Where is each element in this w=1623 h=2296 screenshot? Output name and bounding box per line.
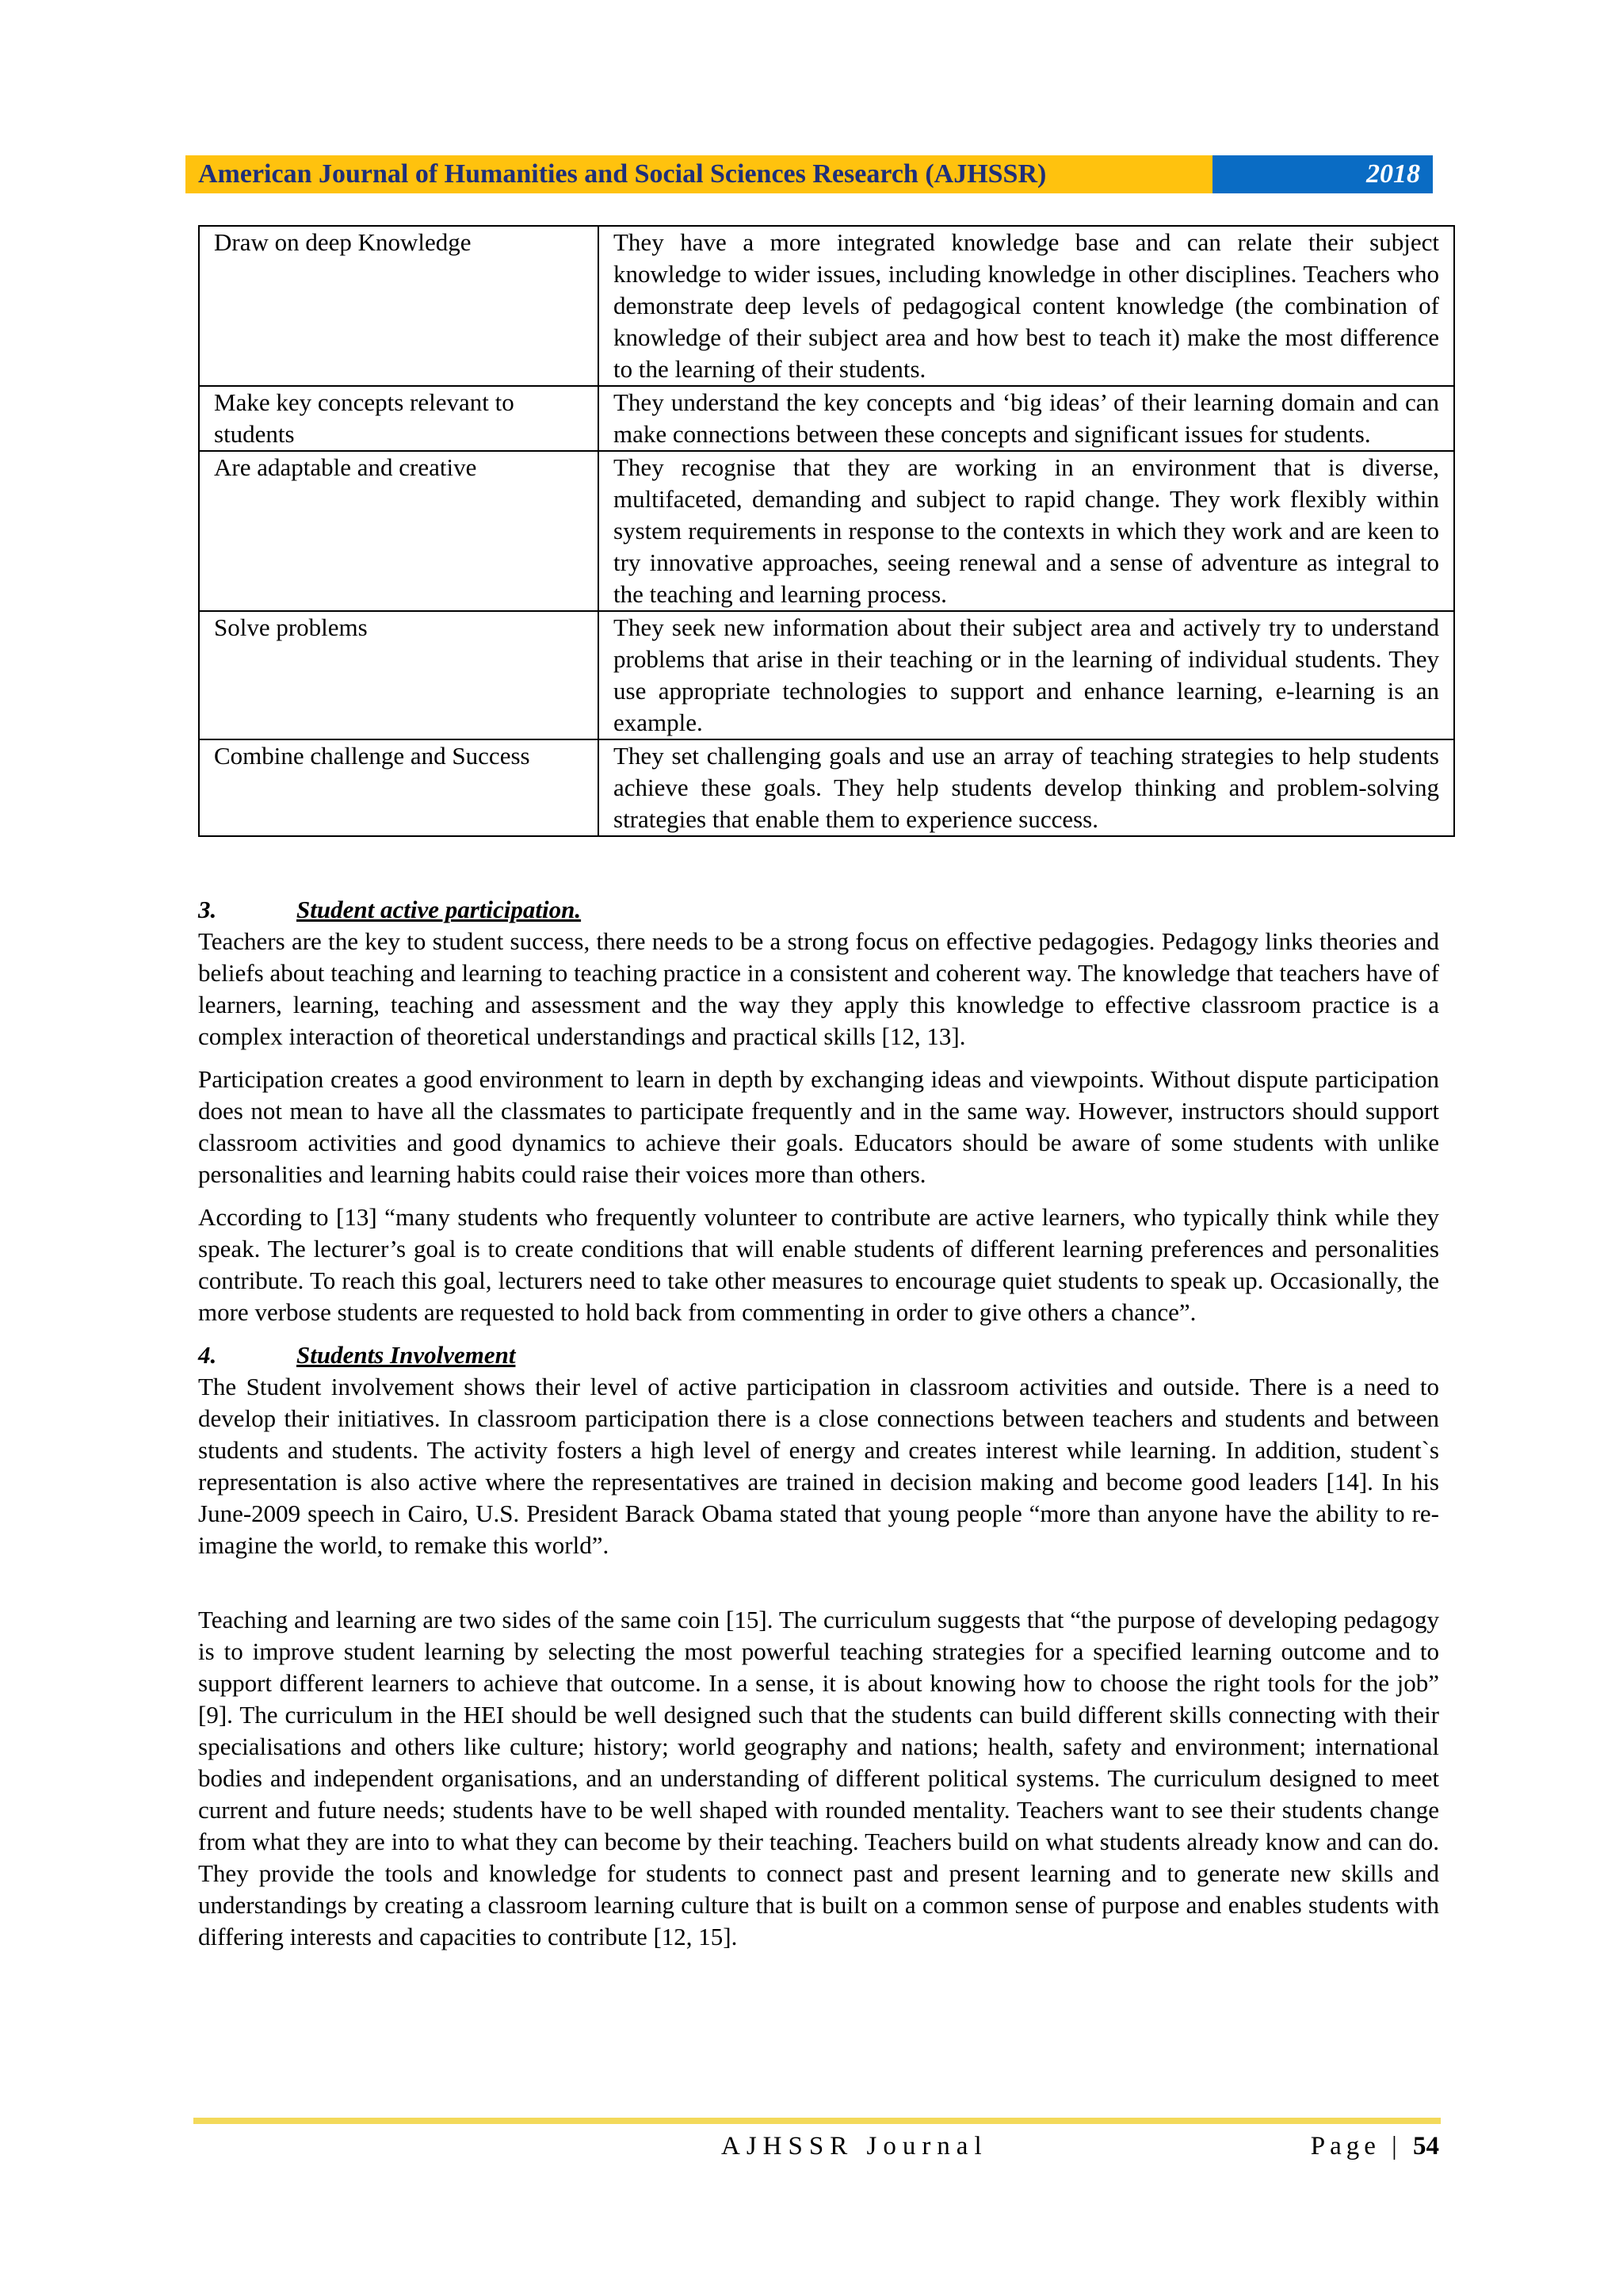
table-row: [199, 611, 1454, 739]
trait-cell: Are adaptable and creative: [199, 451, 598, 611]
page-number: [1311, 2129, 1439, 2164]
paragraph: The Student involvement shows their level of active participation in classroom activities and outside. There is a need to develop their initiatives. In classroom participation there is a close connections between teachers and students and between students and students. The activity fosters a high level of energy and creates interest while learning. In addition, student`s representation is also active where the representatives are trained in decision making and become good leaders [14]. In his June-2009 speech in Cairo, U.S. President Barack Obama stated that young people “more than anyone have the ability to re-imagine the world, to remake this world”.: [198, 1373, 1439, 1559]
article-body: [198, 894, 1439, 1964]
teacher-traits-table: [198, 225, 1455, 837]
section-title: Student active participation.: [296, 896, 582, 923]
footer-divider: [193, 2118, 1441, 2124]
paragraph: Teaching and learning are two sides of the same coin [15]. The curriculum suggests that “the purpose of developing pedagogy is to improve student learning by selecting the most powerful teaching strategies for a specified learning outcome and to support different learners to achieve that outcome. In a sense, it is about knowing how to choose the right tools for the job” [9]. The curriculum in the HEI should be well designed such that the students can build different skills connecting with their specialisations and others like culture; history; world geography and nations; health, safety and environment; international bodies and independent organisations, and an understanding of different political systems. The curriculum designed to meet current and future needs; students have to be well shaped with rounded mentality. Teachers want to see their students change from what they are into to what they can become by their teaching. Teachers build on what students already know and can do. They provide the tools and knowledge for students to connect past and present learning and to generate new skills and understandings by creating a classroom learning culture that is built on a common sense of purpose and enables students with differing interests and capacities to contribute [12, 15].: [198, 1606, 1439, 1950]
page-label: Page |: [1310, 2132, 1402, 2160]
table-row: [199, 226, 1454, 386]
paragraph: Participation creates a good environment to learn in depth by exchanging ideas and viewpoints. Without dispute participation does not mean to have all the classmates to participate frequently and in the same way. However, instructors should support classroom activities and good dynamics to achieve their goals. Educators should be aware of some students with unlike personalities and learning habits could raise their voices more than others.: [198, 1065, 1439, 1188]
page-number-value: 54: [1413, 2132, 1439, 2160]
trait-cell: Solve problems: [199, 611, 598, 739]
table-row: [199, 451, 1454, 611]
footer-journal-name: AJHSSR Journal: [721, 2132, 988, 2160]
paragraph-gap: [198, 1572, 1439, 1604]
description-cell: They recognise that they are working in an environment that is diverse, multifaceted, demanding and subject to rapid change. They work flexibly within system requirements in response to the contexts in which they work and are keen to try innovative approaches, seeing renewal and a sense of adventure as integral to the teaching and learning process.: [598, 451, 1454, 611]
description-cell: They seek new information about their subject area and actively try to understand problems that arise in their teaching or in the learning of individual students. They use appropriate technologies to support and enhance learning, e-learning is an example.: [598, 611, 1454, 739]
section-number: 3.: [198, 896, 217, 923]
trait-cell: Draw on deep Knowledge: [199, 226, 598, 386]
journal-title: American Journal of Humanities and Social Sciences Research (AJHSSR): [185, 155, 1212, 193]
paragraph: According to [13] “many students who frequently volunteer to contribute are active learners, who typically think while they speak. The lecturer’s goal is to create conditions that will enable students of different learning preferences and personalities contribute. To reach this goal, lecturers need to take other measures to encourage quiet students to speak up. Occasionally, the more verbose students are requested to hold back from commenting in order to give others a chance”.: [198, 1203, 1439, 1326]
table-row: [199, 739, 1454, 836]
trait-cell: Make key concepts relevant to students: [199, 386, 598, 451]
section-heading-3: [198, 894, 1439, 926]
page-footer: [198, 2129, 1439, 2164]
trait-cell: Combine challenge and Success: [199, 739, 598, 836]
journal-year: 2018: [1212, 155, 1433, 193]
journal-header: [185, 155, 1433, 193]
section-number: 4.: [198, 1341, 217, 1369]
table-row: [199, 386, 1454, 451]
section-heading-4: [198, 1339, 1439, 1371]
description-cell: They have a more integrated knowledge base and can relate their subject knowledge to wider issues, including knowledge in other disciplines. Teachers who demonstrate deep levels of pedagogical content knowledge (the combination of knowledge of their subject area and how best to teach it) make the most difference to the learning of their students.: [598, 226, 1454, 386]
paragraph: Teachers are the key to student success, there needs to be a strong focus on effective pedagogies. Pedagogy links theories and beliefs about teaching and learning to teaching practice in a consistent and coherent way. The knowledge that teachers have of learners, learning, teaching and assessment and the way they apply this knowledge to effective classroom practice is a complex interaction of theoretical understandings and practical skills [12, 13].: [198, 927, 1439, 1050]
description-cell: They understand the key concepts and ‘big ideas’ of their learning domain and can make connections between these concepts and significant issues for students.: [598, 386, 1454, 451]
section-title: Students Involvement: [296, 1341, 516, 1369]
description-cell: They set challenging goals and use an array of teaching strategies to help students achieve these goals. They help students develop thinking and problem-solving strategies that enable them to experience success.: [598, 739, 1454, 836]
